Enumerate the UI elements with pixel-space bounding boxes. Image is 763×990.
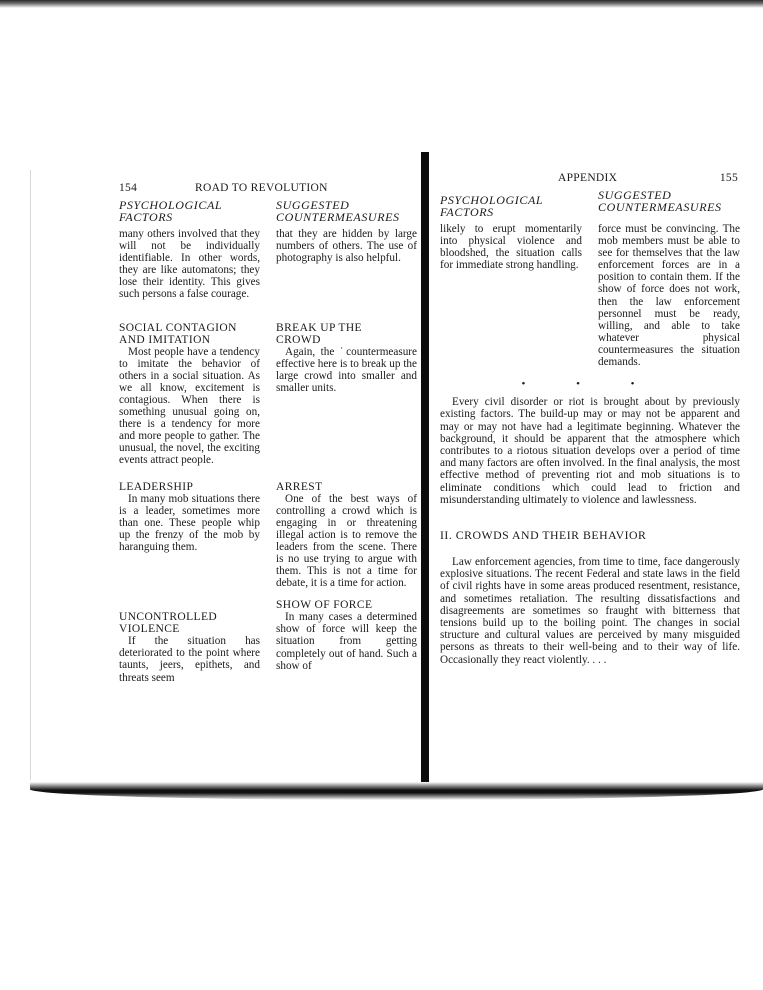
heading-suggested-countermeasures: SUGGESTED COUNTERMEASURES — [598, 188, 722, 214]
intro-row — [119, 228, 417, 301]
factor-title: UNCONTROLLED VIOLENCE — [119, 611, 218, 636]
column-headings — [440, 187, 740, 223]
row-leadership — [119, 481, 417, 590]
page-edge-line — [30, 170, 31, 780]
left-running-head — [119, 182, 417, 197]
factor-text: In many mob situations there is a leader, sometimes more than one. These people whip up the frenzy of the mob by haranguing them. — [119, 492, 260, 553]
intro-row — [440, 223, 740, 368]
countermeasure-text: force must be convincing. The mob members must be able to see for themselves that the law enforcement forces are in a position to contain them. If the show of force does not work, then the law enforcement personnel must be ready, willing, and able to take whatever physical countermeasures the situation demands. — [598, 223, 740, 369]
factor-text: Most people have a tendency to imitate the behavior of others in a social situation. As we all know, excitement is contagious. When there is something unusual going on, there is a tendency for more and more people to gather. The unusual, the novel, the exciting events attract people. — [119, 345, 260, 467]
book-gutter — [421, 152, 429, 792]
left-page — [119, 182, 417, 684]
factor-title: SOCIAL CONTAGION AND IMITATION — [119, 321, 237, 346]
page-number: 155 — [719, 172, 738, 184]
running-title: APPENDIX — [558, 172, 618, 184]
countermeasure-title: ARREST — [276, 480, 323, 493]
scan-top-edge — [0, 0, 763, 8]
running-title: ROAD TO REVOLUTION — [195, 182, 328, 194]
countermeasure-text: Again, the ˙countermeasure effective here is to break up the large crowd into smaller and smaller units. — [276, 345, 417, 394]
countermeasure-text: that they are hidden by large numbers of others. The use of photography is also helpful. — [276, 228, 417, 265]
right-running-head — [440, 172, 740, 187]
page-number: 154 — [119, 182, 138, 194]
factor-text: If the situation has deteriorated to the point where taunts, jeers, epithets, and threats seem — [119, 635, 260, 684]
factor-text: likely to erupt momentarily into physical violence and bloodshed, the situation calls for immediate strong handling. — [440, 223, 582, 272]
body-paragraph: Law enforcement agencies, from time to time, face dangerously explosive situations. The recent Federal and state laws in the field of civil rights have in some areas produced resentment, resistance, and sometimes retaliation. The resulting dissatisfactions and disagreements are sometimes so fraught with bitterness that tensions build up to the boiling point. The changes in social structure and cultural values are perceived by many misguided persons as threats to their well-being and to their way of life. Occasionally they react violently. . . . — [440, 555, 740, 666]
heading-psychological-factors: PSYCHOLOGICAL FACTORS — [119, 198, 223, 224]
column-headings — [119, 197, 417, 228]
row-uncontrolled-violence — [119, 599, 417, 683]
heading-psychological-factors: PSYCHOLOGICAL FACTORS — [440, 193, 544, 219]
row-social-contagion — [119, 322, 417, 467]
body-paragraph: Every civil disorder or riot is brought about by previously existing factors. The build-up may or may not be apparent and may or may not have had a legitimate beginning. Whatever the background, it should be apparent that the atmosphere which contributes to a riotous situation develops over a period of time and many factors are often involved. In the final analysis, the most effective method of preventing riot and mob situations is to eliminate conditions which could lead to friction and misunderstanding ultimately to violence and lawlessness. — [440, 396, 740, 506]
countermeasure-title: SHOW OF FORCE — [276, 599, 373, 612]
countermeasure-text: In many cases a determined show of force will keep the situation from getting completely out of hand. Such a show of — [276, 611, 417, 672]
countermeasure-text: One of the best ways of controlling a crowd which is engaging in or threatening illegal action is to remove the leaders from the scene. There is no use trying to argue with them. This is not a time for debate, it is a time for action. — [276, 492, 417, 590]
factor-title: LEADERSHIP — [119, 480, 194, 493]
countermeasure-title: BREAK UP THE CROWD — [276, 321, 362, 346]
heading-suggested-countermeasures: SUGGESTED COUNTERMEASURES — [276, 198, 400, 224]
factor-text: many others involved that they will not be individually identifiable. In other words, they are like automatons; they lose their identity. This gives such persons a false courage. — [119, 228, 260, 301]
right-page — [440, 172, 740, 666]
section-separator: • • • — [521, 378, 659, 391]
scan-bottom-edge — [30, 782, 763, 800]
section-heading: II. CROWDS AND THEIR BEHAVIOR — [440, 527, 647, 542]
